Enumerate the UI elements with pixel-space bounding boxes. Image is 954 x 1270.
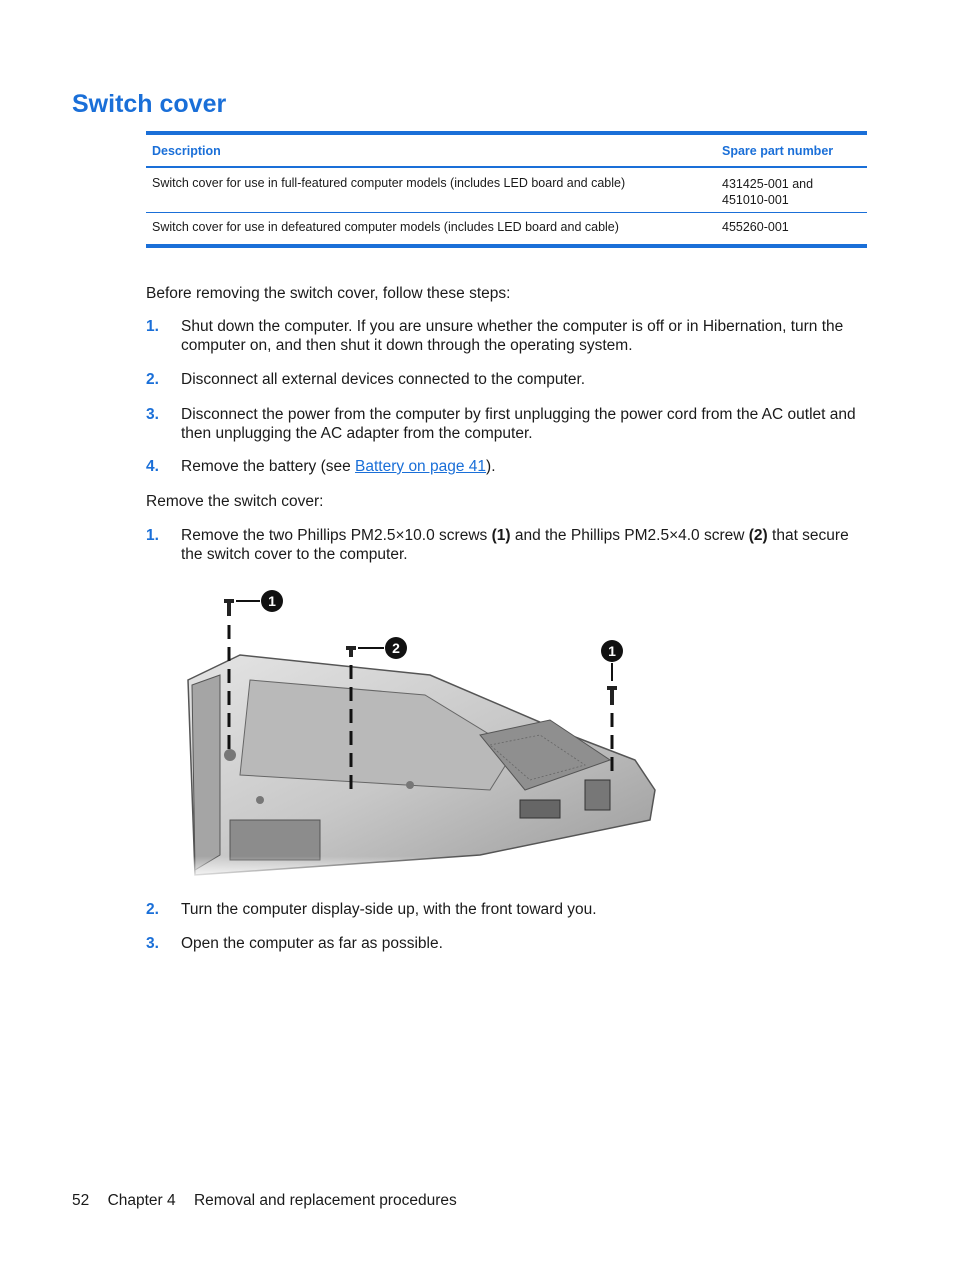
row-part-number xyxy=(716,176,867,212)
callout-2: 2 xyxy=(392,640,400,656)
column-header-description: Description xyxy=(152,143,221,158)
step-number: 1. xyxy=(146,318,159,335)
callout-ref-1: (1) xyxy=(491,527,511,544)
step-number: 1. xyxy=(146,527,159,544)
step-number: 4. xyxy=(146,458,159,475)
spare-parts-table xyxy=(146,131,867,248)
step-text: Shut down the computer. If you are unsure whether the computer is off or in Hibernation, turn the computer on, and then shut it down through the operating system. xyxy=(181,318,844,354)
step-text: Turn the computer display-side up, with the front toward you. xyxy=(181,901,597,918)
table-row xyxy=(146,168,867,212)
row-description: Switch cover for use in defeatured computer models (includes LED board and cable) xyxy=(152,220,619,234)
step-text-post: ). xyxy=(486,458,496,475)
step-text xyxy=(181,526,868,564)
row-description: Switch cover for use in full-featured computer models (includes LED board and cable) xyxy=(152,176,626,190)
step-text: Disconnect the power from the computer by first unplugging the power cord from the AC outlet and then unplugging the AC adapter from the computer. xyxy=(181,406,856,442)
switch-cover-screws-illustration xyxy=(180,585,670,880)
step-text: Disconnect all external devices connected to the computer. xyxy=(181,371,586,388)
remove-intro-text: Remove the switch cover: xyxy=(146,493,324,510)
step-text: Open the computer as far as possible. xyxy=(181,935,443,952)
step-text-part: Remove the two Phillips PM2.5×10.0 screws xyxy=(181,527,492,544)
page-number: 52 xyxy=(72,1192,90,1209)
step-number: 2. xyxy=(146,901,159,918)
step-text xyxy=(181,457,868,476)
page-footer xyxy=(72,1192,471,1210)
column-header-spare-part-number: Spare part number xyxy=(722,143,834,158)
table-header-row xyxy=(146,135,867,168)
step-text-pre: Remove the battery (see xyxy=(181,458,356,475)
step-text-part: and the Phillips PM2.5×4.0 screw xyxy=(510,527,749,544)
battery-page-link[interactable]: Battery on page 41 xyxy=(355,458,487,475)
part-number-line: 431425-001 and xyxy=(722,177,814,191)
callout-ref-2: (2) xyxy=(748,527,768,544)
footer-chapter: Chapter 4 xyxy=(107,1192,176,1209)
step-number: 2. xyxy=(146,371,159,388)
callout-1: 1 xyxy=(608,643,616,659)
part-number-line: 451010-001 xyxy=(722,193,789,207)
step-number: 3. xyxy=(146,935,159,952)
step-text-part: that secure the switch cover to the computer. xyxy=(181,527,849,563)
step-number: 3. xyxy=(146,406,159,423)
callout-1: 1 xyxy=(268,593,276,609)
intro-text: Before removing the switch cover, follow these steps: xyxy=(146,285,511,302)
table-row xyxy=(146,212,867,244)
footer-section: Removal and replacement procedures xyxy=(193,1192,457,1209)
row-part-number: 455260-001 xyxy=(722,220,789,234)
page-title: Switch cover xyxy=(72,90,227,118)
